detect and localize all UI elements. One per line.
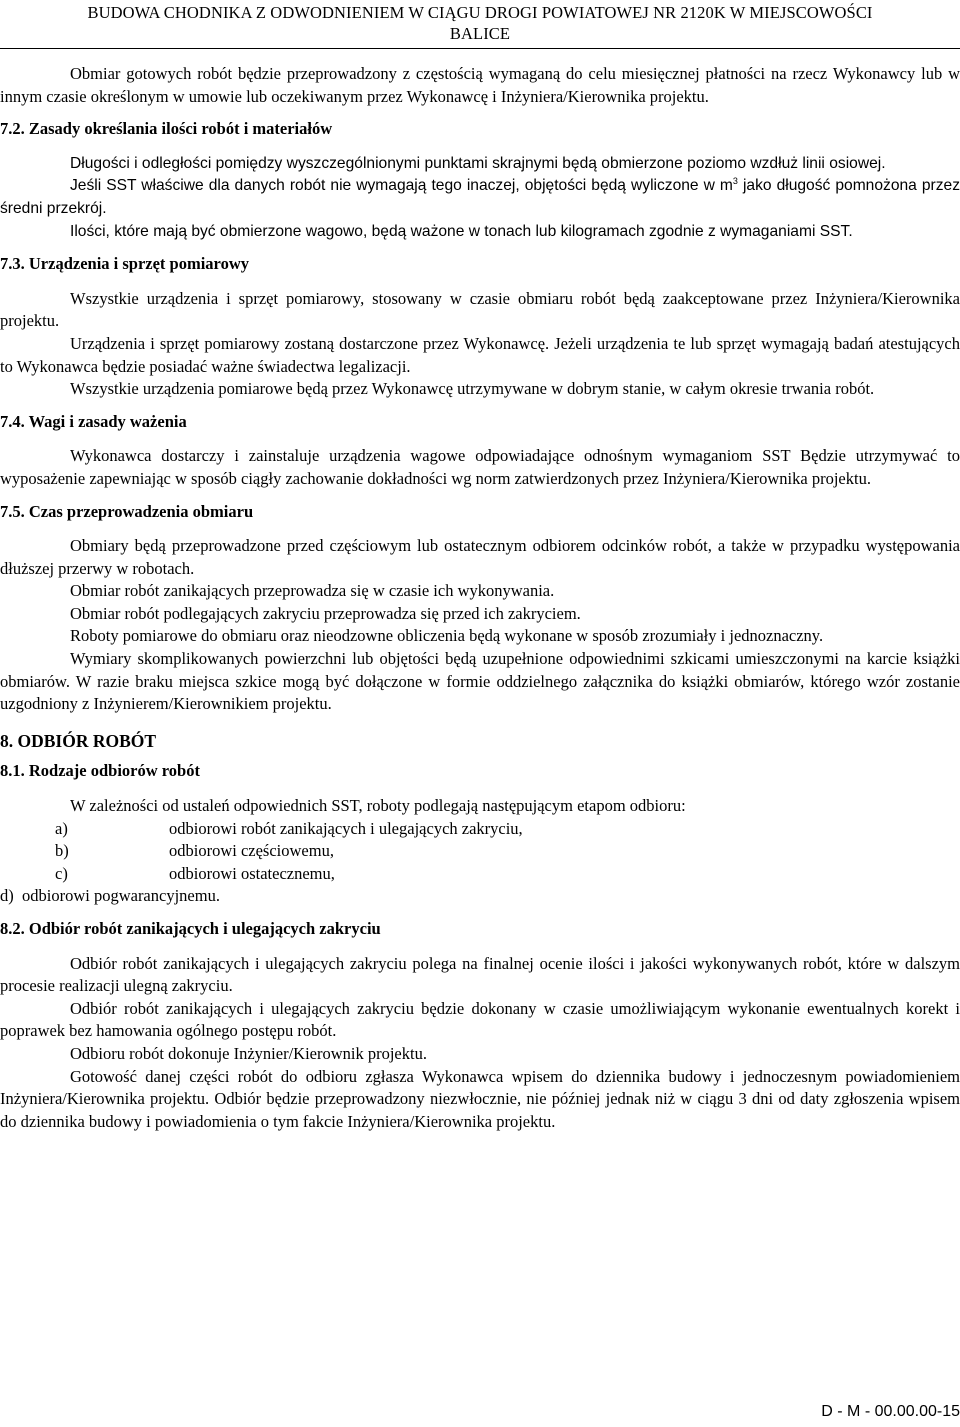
paragraph-7-4-1: Wykonawca dostarczy i zainstaluje urządzenia wagowe odpowiadające odnośnym wymaganiom SST Będzie utrzymywać to wyposażenie zapewniając w sposób ciągły zachowanie dokładności wg norm zatwierdzonych przez Inżyniera/Kierownika projektu. — [0, 446, 960, 488]
list-item-text: odbiorowi robót zanikających i ulegających zakryciu, — [169, 818, 523, 838]
paragraph-7-3-3: Wszystkie urządzenia pomiarowe będą przez Wykonawcę utrzymywane w dobrym stanie, w całym okresie trwania robót. — [70, 379, 875, 399]
paragraph-7-2-2-text-a: Jeśli SST właściwe dla danych robót nie wymagają tego inaczej, objętości będą wyliczone w m — [70, 177, 733, 195]
document-body — [0, 63, 960, 1133]
paragraph-7-5-3: Obmiar robót podlegających zakryciu przeprowadza się przed ich zakryciem. — [70, 603, 581, 623]
header-title-line1: BUDOWA CHODNIKA Z ODWODNIENIEM W CIĄGU DROGI POWIATOWEJ NR 2120K W MIEJSCOWOŚCI — [87, 3, 873, 22]
paragraph-7-2-2 — [0, 175, 960, 220]
paragraph-7-2-2-text-b: jako długość pomnożona przez średni przekrój. — [0, 177, 960, 217]
section-heading-7-5: 7.5. Czas przeprowadzenia obmiaru — [0, 501, 254, 521]
page-header — [0, 2, 960, 44]
page-footer-code: D - M - 00.00.00-15 — [821, 1403, 960, 1420]
paragraph-7-5-1: Obmiary będą przeprowadzone przed częściowym lub ostatecznym odbiorem odcinków robót, a także w przypadku występowania dłuższej przerwy w robotach. — [0, 536, 960, 578]
paragraph-8-2-2: Odbiór robót zanikających i ulegających zakryciu będzie dokonany w czasie umożliwiającym wykonanie ewentualnych korekt i poprawek bez hamowania ogólnego postępu robót. — [0, 998, 960, 1041]
paragraph-8-2-1: Odbiór robót zanikających i ulegających zakryciu polega na finalnej ocenie ilości i jakości wykonywanych robót, które w dalszym procesie realizacji ulegną zakryciu. — [0, 953, 960, 996]
section-heading-7-2: 7.2. Zasady określania ilości robót i materiałów — [0, 119, 333, 139]
section-heading-7-3: 7.3. Urządzenia i sprzęt pomiarowy — [0, 254, 249, 274]
list-item-d: d) odbiorowi pogwarancyjnemu. — [0, 886, 220, 906]
paragraph-8-1-1: W zależności od ustaleń odpowiednich SST, roboty podlegają następującym etapom odbioru: — [70, 796, 686, 816]
list-item-label: b) — [55, 841, 69, 861]
list-item-label: a) — [55, 818, 68, 838]
section-heading-8-2: 8.2. Odbiór robót zanikających i ulegających zakryciu — [0, 919, 381, 938]
paragraph-7-3-1: Wszystkie urządzenia i sprzęt pomiarowy, stosowany w czasie obmiaru robót będą zaakceptowane przez Inżyniera/Kierownika projektu. — [0, 288, 960, 331]
superscript-3: 3 — [732, 176, 738, 187]
list-item — [0, 840, 960, 863]
header-rule — [0, 48, 960, 49]
chapter-heading-8: 8. ODBIÓR ROBÓT — [0, 730, 157, 751]
paragraph-7-2-1: Długości i odległości pomiędzy wyszczególnionymi punktami skrajnymi będą obmierzone poziomo wzdłuż linii osiowej. — [70, 154, 886, 172]
paragraph-7-5-2: Obmiar robót zanikających przeprowadza się w czasie ich wykonywania. — [70, 581, 555, 601]
section-heading-7-4: 7.4. Wagi i zasady ważenia — [0, 411, 187, 431]
paragraph-7-5-5: Wymiary skomplikowanych powierzchni lub objętości będą uzupełnione odpowiednimi szkicami umieszczonymi na karcie książki obmiarów. W razie braku miejsca szkice mogą być dołączone w formie oddzielnego załącznika do książki obmiarów, którego wzór zostanie uzgodniony z Inżynierem/Kierownikiem projektu. — [0, 649, 960, 714]
paragraph-7-5-4: Roboty pomiarowe do obmiaru oraz nieodzowne obliczenia będą wykonane w sposób zrozumiały i jednoznaczny. — [70, 626, 824, 646]
header-title-line2: BALICE — [449, 24, 511, 43]
list-item-text: odbiorowi ostatecznemu, — [169, 863, 335, 883]
section-heading-8-1: 8.1. Rodzaje odbiorów robót — [0, 761, 200, 781]
intro-paragraph: Obmiar gotowych robót będzie przeprowadzony z częstością wymaganą do celu miesięcznej płatności na rzecz Wykonawcy lub w innym czasie określonym w umowie lub oczekiwanym przez Wykonawcę i Inżyniera/Kierownika projektu. — [0, 64, 960, 106]
paragraph-7-3-2: Urządzenia i sprzęt pomiarowy zostaną dostarczone przez Wykonawcę. Jeżeli urządzenia te lub sprzęt wymagają badań atestujących to Wykonawca będzie posiadać ważne świadectwa legalizacji. — [0, 333, 960, 376]
list-item — [0, 818, 960, 841]
list-item-label: c) — [55, 863, 68, 883]
paragraph-8-2-4: Gotowość danej części robót do odbioru zgłasza Wykonawca wpisem do dziennika budowy i jednoczesnym powiadomieniem Inżyniera/Kierownika projektu. Odbiór będzie przeprowadzony niezwłocznie, nie później jednak niż w ciągu 3 dni od daty zgłoszenia wpisem do dziennika budowy i powiadomienia o tym fakcie Inżyniera/Kierownika projektu. — [0, 1066, 960, 1131]
list-item — [0, 863, 960, 886]
paragraph-8-2-3: Odbioru robót dokonuje Inżynier/Kierownik projektu. — [70, 1043, 427, 1063]
paragraph-7-2-3: Ilości, które mają być obmierzone wagowo, będą ważone w tonach lub kilogramach zgodnie z wymaganiami SST. — [70, 222, 853, 240]
list-item-text: odbiorowi częściowemu, — [169, 841, 334, 861]
